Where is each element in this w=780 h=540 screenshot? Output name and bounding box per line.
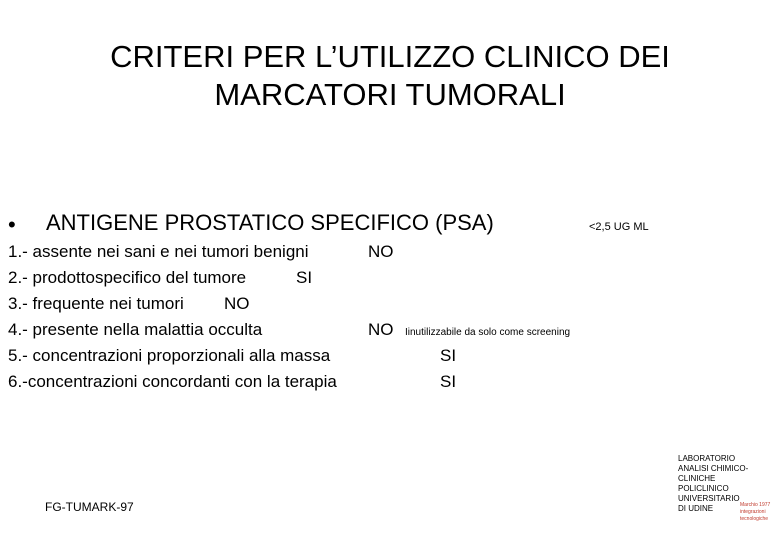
criterion-3-text: 3.- frequente nei tumori [8,294,184,313]
heading-unit-label: <2,5 UG ML [589,221,649,233]
lab-credit-line: UNIVERSITARIO [678,494,740,503]
lab-credit-line: LABORATORIO [678,454,736,463]
criterion-6-text: 6.-concentrazioni concordanti con la terapia [8,372,337,391]
lab-credit-line: POLICLINICO [678,484,729,493]
criterion-5-answer: SI [440,346,457,365]
bullet-icon: • [8,212,16,237]
lab-stamp-line: integrazioni [740,509,766,515]
lab-credit-line: CLINICHE [678,474,716,483]
criterion-3-answer: NO [224,294,250,313]
slide-title-line-1: CRITERI PER L’UTILIZZO CLINICO DEI [110,39,670,74]
criterion-1-answer: NO [368,242,394,261]
criterion-4-answer: NO [368,320,394,339]
lab-credit-line: ANALISI CHIMICO- [678,464,749,473]
lab-credit-line: DI UDINE [678,504,714,513]
section-heading: ANTIGENE PROSTATICO SPECIFICO (PSA) [46,210,494,235]
criterion-4-text: 4.- presente nella malattia occulta [8,320,263,339]
lab-stamp-line: Marchio 1977 [740,502,771,508]
criterion-6-answer: SI [440,372,457,391]
slide-title [0,38,780,114]
criterion-1-text: 1.- assente nei sani e nei tumori benigni [8,242,309,261]
lab-stamp [740,502,778,523]
criterion-2-answer: SI [296,268,313,287]
criterion-5-text: 5.- concentrazioni proporzionali alla massa [8,346,331,365]
slide-title-line-2: MARCATORI TUMORALI [214,77,566,112]
lab-stamp-line: tecnologiche [740,516,769,522]
footer-code: FG-TUMARK-97 [45,500,134,514]
criterion-4-note: Iinutilizzabile da solo come screening [405,327,571,338]
criterion-2-text: 2.- prodottospecifico del tumore [8,268,247,287]
